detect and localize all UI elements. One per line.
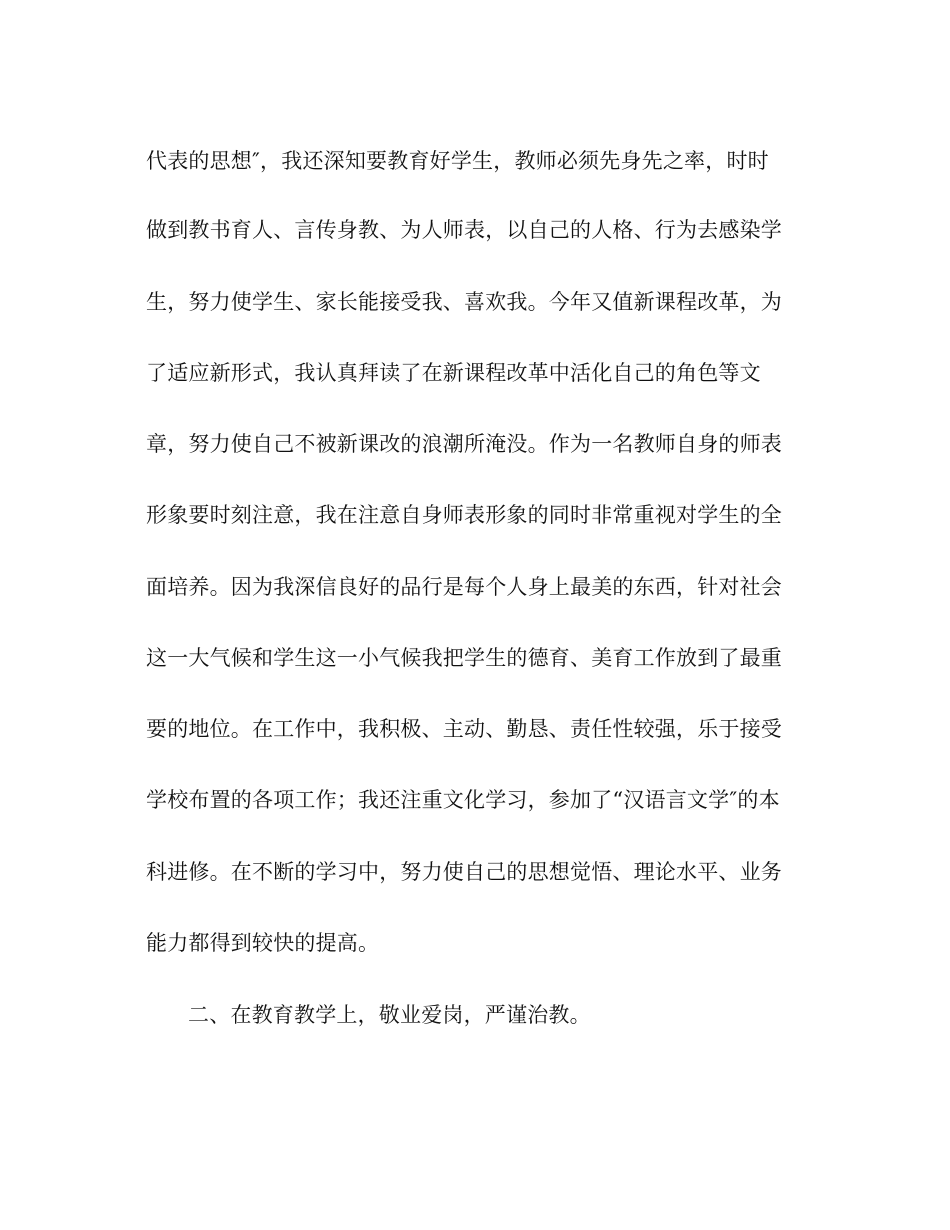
paragraph-line-5: 章，努力使自己不被新课改的浪潮所淹没。作为一名教师自身的师表 [146, 432, 782, 456]
paragraph-line-11: 科进修。在不断的学习中，努力使自己的思想觉悟、理论水平、业务 [146, 860, 782, 884]
paragraph-line-12: 能力都得到较快的提高。 [146, 931, 380, 955]
paragraph-line-8: 这一大气候和学生这一小气候我把学生的德育、美育工作放到了最重 [146, 646, 782, 670]
paragraph-line-7: 面培养。因为我深信良好的品行是每个人身上最美的东西，针对社会 [146, 575, 782, 599]
paragraph-line-10: 学校布置的各项工作；我还注重文化学习，参加了“汉语言文学″的本 [146, 788, 780, 812]
paragraph-line-6: 形象要时刻注意，我在注意自身师表形象的同时非常重视对学生的全 [146, 503, 782, 527]
section-heading: 二、在教育教学上，敬业爱岗，严谨治教。 [188, 1003, 591, 1027]
paragraph-line-4: 了适应新形式，我认真拜读了在新课程改革中活化自己的角色等文 [146, 361, 761, 385]
paragraph-line-1: 代表的思想″，我还深知要教育好学生，教师必须先身先之率，时时 [146, 149, 769, 173]
paragraph-line-3: 生，努力使学生、家长能接受我、喜欢我。今年又值新课程改革，为 [146, 290, 782, 314]
paragraph-line-2: 做到教书育人、言传身教、为人师表，以自己的人格、行为去感染学 [146, 218, 782, 242]
paragraph-line-9: 要的地位。在工作中，我积极、主动、勤恳、责任性较强，乐于接受 [146, 717, 782, 741]
